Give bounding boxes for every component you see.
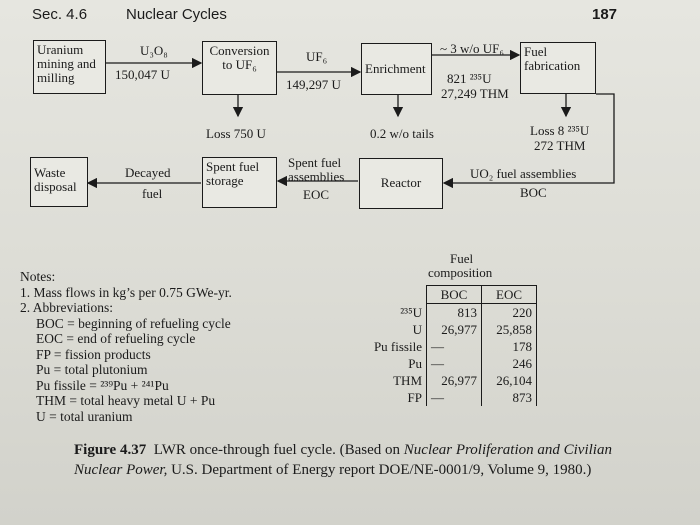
table-cell: Pu [408,356,422,371]
table-cell: 26,977 [427,321,482,338]
note-line: 2. Abbreviations: [20,300,113,315]
fuel-table-title-1: Fuel [450,251,474,266]
uranium-mining-label: Uranium mining and milling [37,42,96,85]
table-cell: FP [407,390,422,405]
note-line: Pu fissile = ²³⁹Pu + ²⁴¹Pu [36,377,169,393]
enrichment-label: Enrichment [365,61,426,76]
table-header-row [352,286,537,304]
u3o8-label: U₃O₈ [140,43,168,58]
table-row [352,338,537,355]
table-cell: — [427,389,482,406]
uo2-assemblies-label: UO₂ fuel assemblies [470,166,577,181]
table-cell: U [412,322,422,337]
table-header-cell: EOC [482,286,537,304]
table-cell: ²³⁵U [400,304,422,320]
note-line: U = total uranium [36,408,133,424]
uranium-mining-box [33,40,106,94]
fab-loss-u235: Loss 8 ²³⁵U [530,123,590,138]
spent-assemblies-label: Spent fuel assemblies [288,155,345,184]
spent-fuel-storage-label: Spent fuel storage [206,159,260,188]
table-header-cell [352,286,427,304]
page-title: Nuclear Cycles [126,6,227,23]
u3o8-mass: 150,047 U [115,67,170,82]
table-cell: — [427,338,482,355]
uf6-mass: 149,297 U [286,77,341,92]
to-fab-label: ~ 3 w/o UF₆ [440,41,504,56]
table-cell: 873 [482,389,537,406]
table-cell: 813 [427,304,482,322]
figure-number: Figure 4.37 [74,442,147,458]
fuel-fabrication-label: Fuel fabrication [524,44,581,73]
fuel-composition-table [352,285,537,406]
fuel-table-title-2: composition [428,265,493,280]
note-line: 1. Mass flows in kg’s per 0.75 GWe-yr. [20,284,232,300]
note-line: EOC = end of refueling cycle [36,331,196,346]
fuel-fabrication-box [520,42,596,94]
figure-caption [74,440,634,480]
reactor-label: Reactor [380,175,422,190]
table-cell: — [427,355,482,372]
spent-fuel-storage-box [202,157,277,208]
section-label: Sec. 4.6 [32,6,88,23]
notes [20,269,232,424]
table-cell: 246 [482,355,537,372]
conversion-box [202,41,277,95]
caption-italic-title: Nuclear Proliferation and Civilian Nuclear Power, [74,442,612,478]
note-line: FP = fission products [36,346,151,362]
table-row [352,389,537,406]
decayed-label: Decayed [125,165,171,180]
enrichment-tails: 0.2 w/o tails [370,126,434,141]
table-header-cell: BOC [427,286,482,304]
note-line: BOC = beginning of refueling cycle [36,315,231,331]
table-cell: THM [393,373,422,388]
note-line: THM = total heavy metal U + Pu [36,393,216,408]
caption-text-1: LWR once-through fuel cycle. (Based on [153,442,401,458]
uf6-label: UF₆ [306,49,328,64]
table-cell: 26,977 [427,372,482,389]
table-cell: Pu fissile [373,339,422,354]
page-number: 187 [592,6,618,23]
decayed-fuel-label: fuel [142,186,163,201]
enrichment-box [361,43,432,95]
table-row [352,372,537,389]
waste-disposal-label: Waste disposal [34,165,77,194]
note-line: Pu = total plutonium [36,362,148,377]
conversion-loss: Loss 750 U [206,126,266,141]
spent-eoc-label: EOC [303,187,329,202]
table-cell: 178 [482,338,537,355]
table-cell: 220 [482,304,537,322]
table-cell: 25,858 [482,321,537,338]
table-row [352,304,537,322]
conversion-label: Conversion to UF₆ [209,43,270,72]
to-fab-u235: 821 ²³⁵U [447,71,492,86]
reactor-box [359,158,443,209]
table-row [352,355,537,372]
fab-loss-thm: 272 THM [534,138,586,153]
to-fab-thm: 27,249 THM [441,86,509,101]
notes-title: Notes: [20,269,56,284]
caption-text-2: U.S. Department of Energy report DOE/NE-0001/9, Volume 9, 1980.) [171,462,592,478]
table-cell: 26,104 [482,372,537,389]
uo2-boc-label: BOC [520,185,547,200]
table-row [352,321,537,338]
waste-disposal-box [30,157,88,207]
